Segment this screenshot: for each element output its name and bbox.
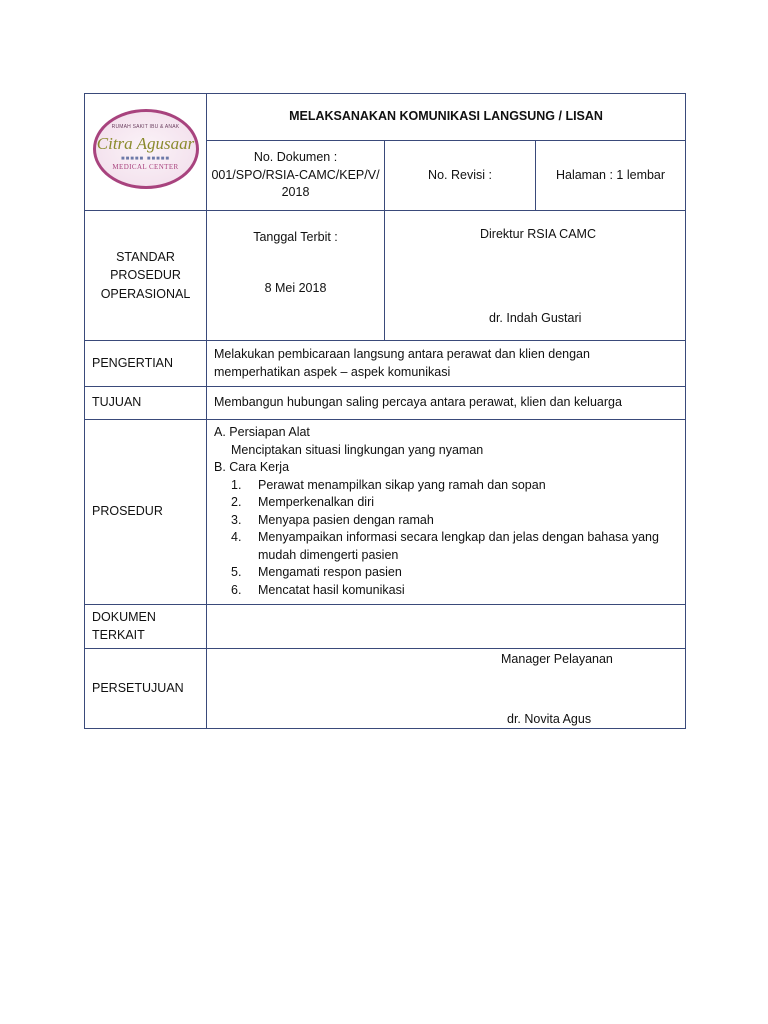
step-text: Menyampaikan informasi secara lengkap dan jelas dengan bahasa yang [258, 530, 659, 544]
page-count-label: Halaman : 1 lembar [555, 167, 666, 182]
revision-label: No. Revisi : [428, 167, 492, 182]
step-text: Mencatat hasil komunikasi [258, 582, 405, 597]
dokumen-label [85, 605, 207, 649]
pengertian-row [85, 341, 686, 387]
director-title: Direktur RSIA CAMC [480, 227, 596, 241]
sop-label-line-1: STANDAR [116, 250, 175, 265]
pengertian-label: PENGERTIAN [85, 341, 207, 387]
section-a-text: Menciptakan situasi lingkungan yang nyaman [231, 442, 484, 457]
sop-label-line-2: PROSEDUR [110, 268, 181, 283]
page-cell [536, 141, 686, 211]
pengertian-line-1: Melakukan pembicaraan langsung antara perawat dan klien dengan [214, 347, 590, 361]
list-item [214, 494, 678, 512]
step-number: 5. [231, 565, 242, 579]
persetujuan-content [207, 649, 686, 729]
step-number: 4. [231, 530, 242, 544]
prosedur-content [207, 420, 686, 605]
issue-date-label: Tanggal Terbit : [253, 230, 338, 244]
step-number: 2. [231, 495, 242, 509]
logo-script-text: Citra Agusaar [96, 134, 195, 154]
logo-sub-text: MEDICAL CENTER [112, 163, 179, 172]
list-item-continuation [214, 547, 678, 565]
sop-label-line-3: OPERASIONAL [100, 286, 191, 301]
list-item [214, 582, 678, 600]
step-number [231, 547, 258, 565]
tujuan-row [85, 387, 686, 420]
manager-title: Manager Pelayanan [501, 652, 613, 666]
issue-date-cell [207, 211, 385, 341]
step-number: 1. [231, 477, 242, 492]
issue-date-value: 8 Mei 2018 [264, 280, 327, 295]
header-title-row [85, 94, 686, 141]
list-item [214, 477, 678, 495]
persetujuan-row [85, 649, 686, 729]
logo-cell [85, 94, 207, 211]
doc-number-year: 2018 [281, 185, 310, 200]
prosedur-row [85, 420, 686, 605]
list-item [214, 512, 678, 530]
step-text: mudah dimengerti pasien [258, 547, 399, 562]
doc-number-value: 001/SPO/RSIA-CAMC/KEP/V/ [211, 167, 380, 182]
tujuan-label: TUJUAN [85, 387, 207, 420]
step-number: 6. [231, 582, 242, 597]
doc-number-cell [207, 141, 385, 211]
sop-label-cell [85, 211, 207, 341]
sop-table [84, 93, 686, 729]
manager-name: dr. Novita Agus [507, 712, 592, 726]
dokumen-label-line-2: TERKAIT [92, 627, 145, 642]
dokumen-label-line-1: DOKUMEN [92, 610, 156, 624]
hospital-logo [93, 109, 199, 189]
tujuan-content: Membangun hubungan saling percaya antara perawat, klien dan keluarga [207, 387, 686, 420]
section-a-heading: A. Persiapan Alat [214, 425, 310, 439]
document-title: MELAKSANAKAN KOMUNIKASI LANGSUNG / LISAN [207, 94, 686, 141]
step-text: Menyapa pasien dengan ramah [258, 512, 434, 527]
step-text: Perawat menampilkan sikap yang ramah dan sopan [258, 477, 546, 492]
list-item [214, 564, 678, 582]
list-item [214, 529, 678, 547]
pengertian-content [207, 341, 686, 387]
logo-dots: ■■■■■ ■■■■■ [121, 156, 170, 163]
dokumen-content [207, 605, 686, 649]
logo-top-text: RUMAH SAKIT IBU & ANAK [111, 124, 180, 131]
director-cell [385, 211, 686, 341]
pengertian-line-2: memperhatikan aspek – aspek komunikasi [214, 364, 451, 379]
doc-number-label: No. Dokumen : [253, 150, 338, 165]
dokumen-row [85, 605, 686, 649]
director-name: dr. Indah Gustari [489, 311, 582, 325]
revision-cell [385, 141, 536, 211]
step-text: Memperkenalkan diri [258, 495, 375, 509]
sop-document [84, 93, 685, 729]
step-text: Mengamati respon pasien [258, 565, 402, 579]
section-b-heading: B. Cara Kerja [214, 460, 290, 474]
persetujuan-label: PERSETUJUAN [85, 649, 207, 729]
standard-row [85, 211, 686, 341]
prosedur-label: PROSEDUR [85, 420, 207, 605]
step-number: 3. [231, 512, 242, 527]
